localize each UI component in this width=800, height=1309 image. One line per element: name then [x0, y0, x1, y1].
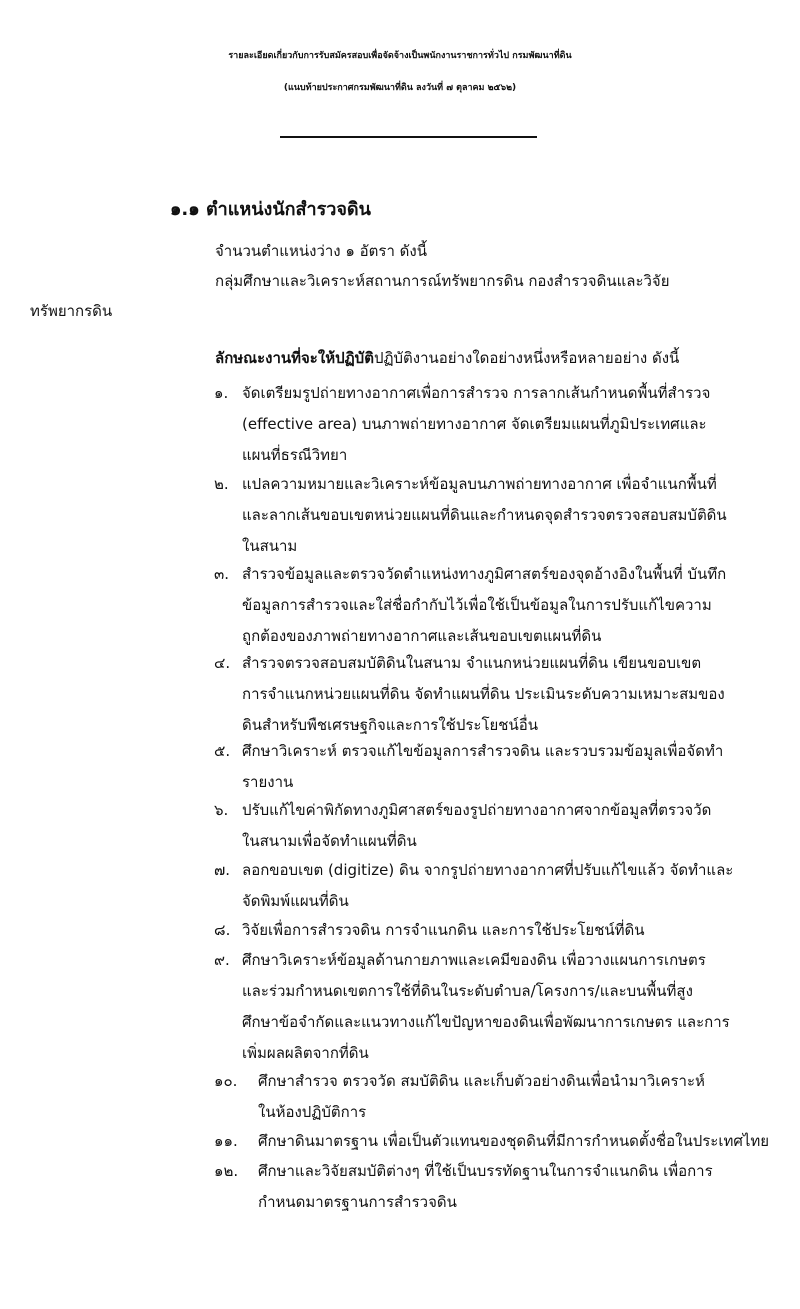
duty-text	[242, 648, 777, 741]
duty-text-line: ข้อมูลการสำรวจและใส่ชื่อกำกับไว้เพื่อใช้เป็นข้อมูลในการปรับแก้ไขความ	[242, 596, 712, 614]
duty-text	[242, 915, 777, 946]
duty-number: ๙.	[214, 951, 230, 969]
duty-text-line: รายงาน	[242, 773, 294, 791]
duty-number: ๔.	[214, 654, 231, 672]
duty-number: ๗.	[214, 861, 231, 879]
duties-heading-description: ปฏิบัติงานอย่างใดอย่างหนึ่งหรือหลายอย่าง ดังนี้	[373, 349, 680, 367]
duty-number: ๘.	[214, 921, 231, 939]
duty-text-line: การจำแนกหน่วยแผนที่ดิน จัดทำแผนที่ดิน ประเมินระดับความเหมาะสมของ	[242, 685, 725, 703]
duty-text-line: (effective area) บนภาพถ่ายทางอากาศ จัดเตรียมแผนที่ภูมิประเทศและ	[242, 415, 707, 433]
duty-text-line: ศึกษาวิเคราะห์ข้อมูลด้านกายภาพและเคมีของดิน เพื่อวางแผนการเกษตร	[242, 951, 706, 969]
vacancy-text: จำนวนตำแหน่งว่าง ๑ อัตรา ดังนี้	[215, 242, 427, 260]
duty-text	[242, 559, 777, 652]
duty-text-line: ศึกษาและวิจัยสมบัติต่างๆ ที่ใช้เป็นบรรทัดฐานในการจำแนกดิน เพื่อการ	[258, 1162, 713, 1180]
duty-number: ๖.	[214, 801, 229, 819]
duty-number: ๓.	[214, 565, 230, 583]
document-subtitle: (แนบท้ายประกาศกรมพัฒนาที่ดิน ลงวันที่ ๗ ตุลาคม ๒๕๖๒)	[283, 83, 517, 93]
duty-text-line: จัดเตรียมรูปถ่ายทางอากาศเพื่อการสำรวจ การลากเส้นกำหนดพื้นที่สำรวจ	[242, 384, 711, 402]
duty-text-line: และร่วมกำหนดเขตการใช้ที่ดินในระดับตำบล/โครงการ/และบนพื้นที่สูง	[242, 982, 693, 1000]
duty-text-line: ในห้องปฏิบัติการ	[258, 1103, 367, 1121]
title-divider	[280, 136, 537, 138]
duty-number: ๑.	[214, 384, 229, 402]
duty-text-line: กำหนดมาตรฐานการสำรวจดิน	[258, 1193, 457, 1211]
duty-text-line: ศึกษาสำรวจ ตรวจวัด สมบัติดิน และเก็บตัวอย่างดินเพื่อนำมาวิเคราะห์	[258, 1072, 705, 1090]
duty-text-line: ลอกขอบเขต (digitize) ดิน จากรูปถ่ายทางอากาศที่ปรับแก้ไขแล้ว จัดทำและ	[242, 861, 734, 879]
duty-text-line: ในสนามเพื่อจัดทำแผนที่ดิน	[242, 832, 417, 850]
duty-text-line: สำรวจข้อมูลและตรวจวัดตำแหน่งทางภูมิศาสตร์ของจุดอ้างอิงในพื้นที่ บันทึก	[242, 565, 727, 583]
duty-text-line: จัดพิมพ์แผนที่ดิน	[242, 892, 349, 910]
duty-text	[242, 378, 777, 471]
duty-number: ๑๐.	[214, 1072, 238, 1090]
duty-text-line: และลากเส้นขอบเขตหน่วยแผนที่ดินและกำหนดจุดสำรวจตรวจสอบสมบัติดิน	[242, 506, 727, 524]
duties-heading-label: ลักษณะงานที่จะให้ปฏิบัติ	[215, 349, 374, 367]
duty-text	[258, 1066, 778, 1128]
duty-number: ๑๒.	[214, 1162, 239, 1180]
duty-text	[242, 469, 777, 562]
duty-text	[258, 1126, 778, 1157]
duty-text-line: วิจัยเพื่อการสำรวจดิน การจำแนกดิน และการใช้ประโยชน์ที่ดิน	[242, 921, 645, 939]
duty-number: ๒.	[214, 475, 229, 493]
duty-text-line: สำรวจตรวจสอบสมบัติดินในสนาม จำแนกหน่วยแผนที่ดิน เขียนขอบเขต	[242, 654, 702, 672]
section-heading: ๑.๑ ตำแหน่งนักสำรวจดิน	[170, 199, 371, 220]
duty-text-line: ศึกษาข้อจำกัดและแนวทางแก้ไขปัญหาของดินเพื่อพัฒนาการเกษตร และการ	[242, 1013, 730, 1031]
duties-heading	[215, 344, 679, 372]
duty-text-line: แปลความหมายและวิเคราะห์ข้อมูลบนภาพถ่ายทางอากาศ เพื่อจำแนกพื้นที่	[242, 475, 717, 493]
duty-text-line: ศึกษาวิเคราะห์ ตรวจแก้ไขข้อมูลการสำรวจดิน และรวบรวมข้อมูลเพื่อจัดทำ	[242, 742, 724, 760]
department-text: กลุ่มศึกษาและวิเคราะห์สถานการณ์ทรัพยากรดิน กองสำรวจดินและวิจัย	[215, 272, 670, 290]
duty-text	[242, 795, 777, 857]
duty-text-line: ดินสำหรับพืชเศรษฐกิจและการใช้ประโยชน์อื่น	[242, 716, 539, 734]
duty-text	[242, 945, 777, 1069]
duty-text-line: เพิ่มผลผลิตจากที่ดิน	[242, 1044, 369, 1062]
duty-text-line: ปรับแก้ไขค่าพิกัดทางภูมิศาสตร์ของรูปถ่ายทางอากาศจากข้อมูลที่ตรวจวัด	[242, 801, 712, 819]
duty-text	[242, 855, 777, 917]
duty-text-line: ในสนาม	[242, 537, 298, 555]
department-text-continued: ทรัพยากรดิน	[30, 302, 113, 320]
duty-text	[242, 736, 777, 798]
duty-text	[258, 1156, 778, 1218]
duty-number: ๑๑.	[214, 1132, 238, 1150]
duty-text-line: แผนที่ธรณีวิทยา	[242, 446, 348, 464]
duty-number: ๕.	[214, 742, 231, 760]
document-title: รายละเอียดเกี่ยวกับการรับสมัครสอบเพื่อจัดจ้างเป็นพนักงานราชการทั่วไป กรมพัฒนาที่ดิน	[228, 51, 572, 61]
duty-text-line: ถูกต้องของภาพถ่ายทางอากาศและเส้นขอบเขตแผนที่ดิน	[242, 627, 602, 645]
duty-text-line: ศึกษาดินมาตรฐาน เพื่อเป็นตัวแทนของชุดดินที่มีการกำหนดตั้งชื่อในประเทศไทย	[258, 1132, 770, 1150]
